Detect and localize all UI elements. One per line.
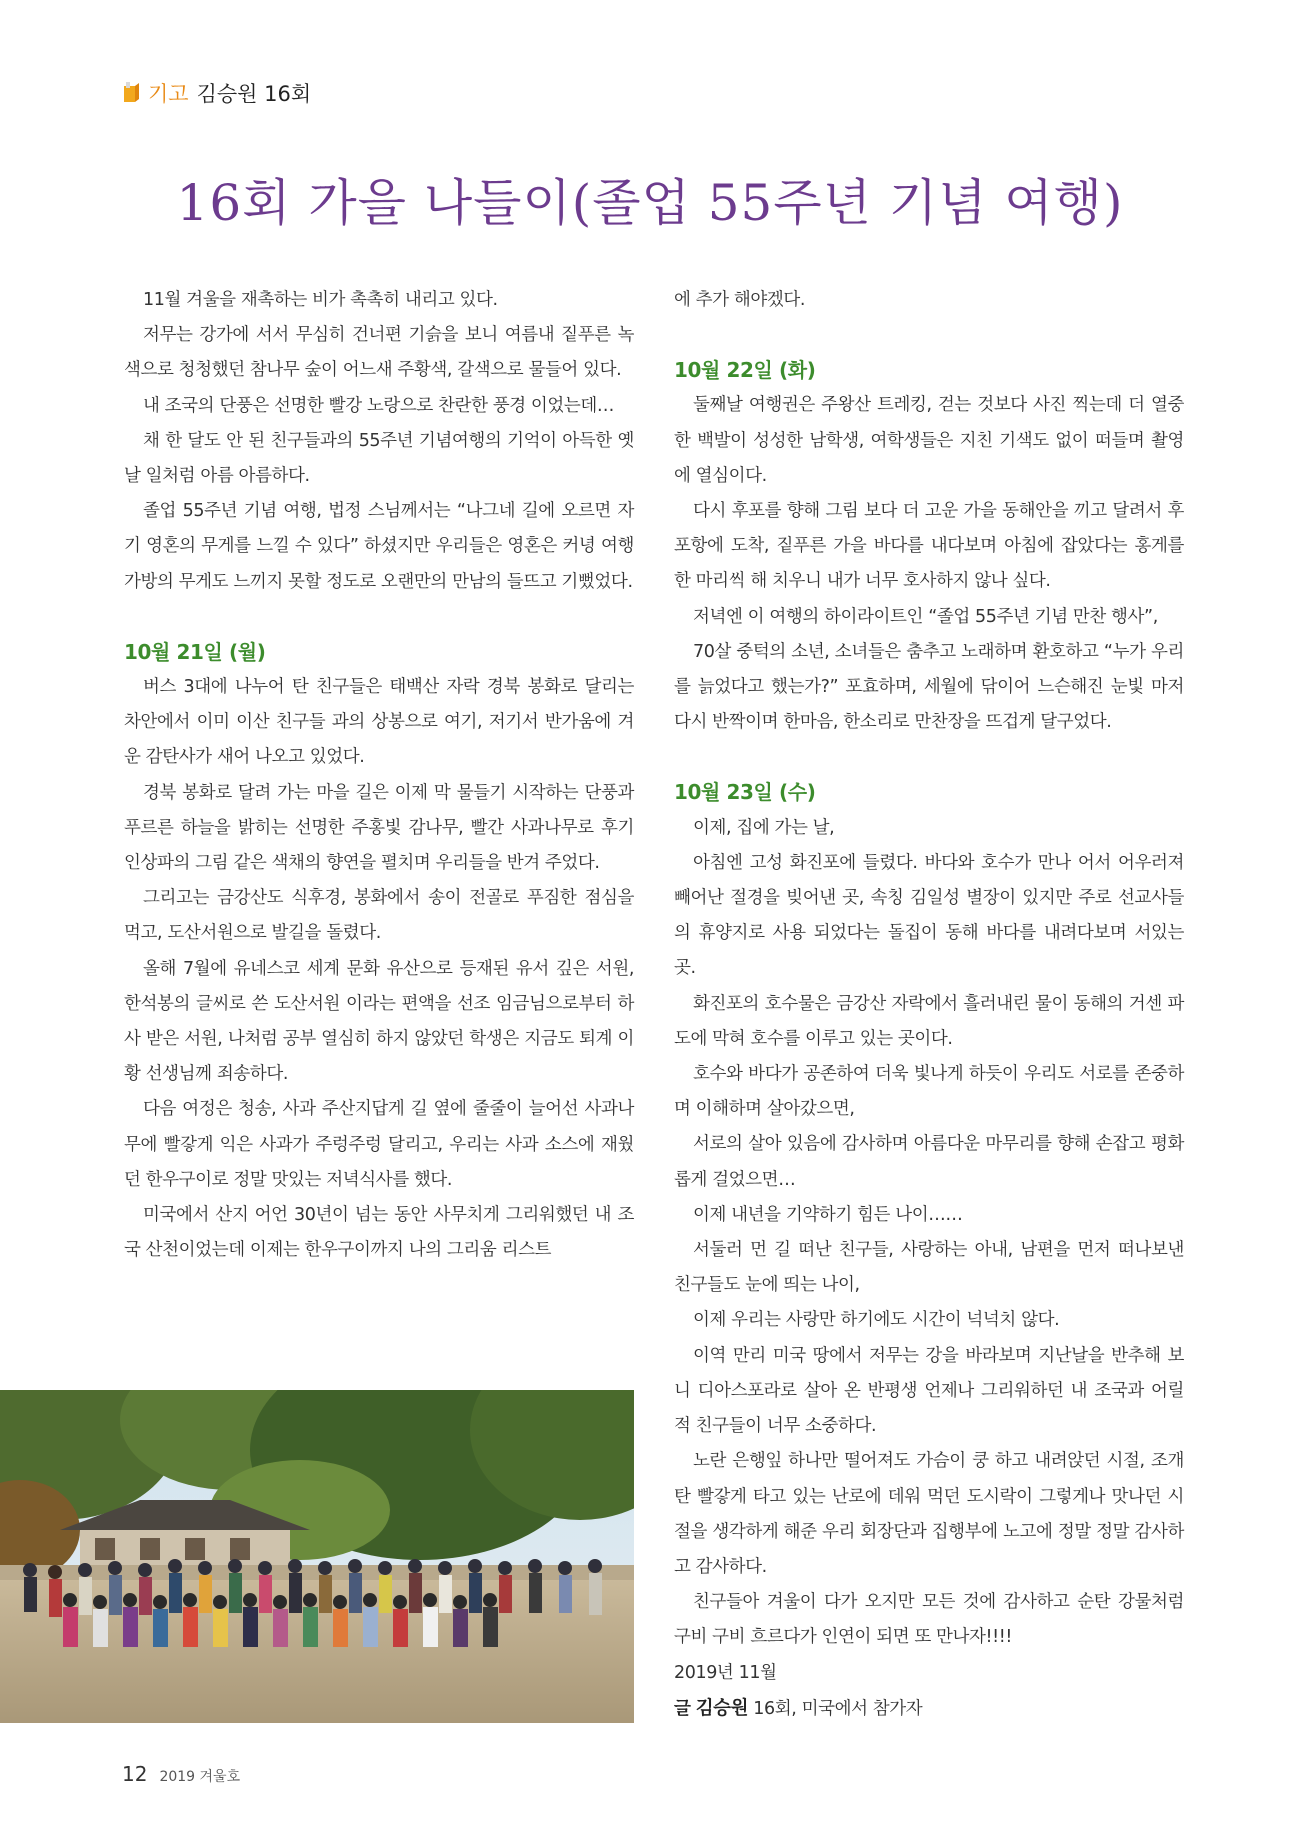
page-number: 12 [122, 1762, 148, 1786]
section-heading: 10월 23일 (수) [674, 780, 816, 805]
paragraph: 저녁엔 이 여행의 하이라이트인 “졸업 55주년 기념 만찬 행사”, [693, 606, 1158, 627]
byline-name: 김승원 [695, 1697, 749, 1719]
byline-prefix: 글 [674, 1698, 691, 1719]
left-column [124, 283, 634, 1268]
paragraph: 이제, 집에 가는 날, [693, 817, 835, 838]
paragraph: 그리고는 금강산도 식후경, 봉화에서 송이 전골로 푸짐한 점심을 먹고, 도산서원으로 발길을 돌렸다. [124, 888, 634, 944]
byline-info: 16회, 미국에서 참가자 [753, 1698, 923, 1719]
paragraph: 이역 만리 미국 땅에서 저무는 강을 바라보며 지난날을 반추해 보니 디아스포라로 살아 온 반평생 언제나 그리워하던 내 조국과 어릴 적 친구들이 너무 소중하다. [674, 1345, 1184, 1437]
paragraph: 70살 중턱의 소년, 소녀들은 춤추고 노래하며 환호하고 “누가 우리를 늙었다고 했는가?” 포효하며, 세월에 닦이어 느슨해진 눈빛 마저 다시 반짝이며 한마음, 한소리로 만찬장을 뜨겁게 달구었다. [674, 641, 1184, 733]
article-date: 2019년 11월 [674, 1662, 777, 1683]
header-author: 김승원 16회 [196, 82, 312, 106]
paragraph: 채 한 달도 안 된 친구들과의 55주년 기념여행의 기억이 아득한 옛날 일처럼 아름 아름하다. [124, 430, 634, 487]
article-title: 16회 가을 나들이(졸업 55주년 기념 여행) [176, 174, 1124, 232]
right-column [674, 283, 1184, 1727]
paragraph: 서둘러 먼 길 떠난 친구들, 사랑하는 아내, 남편을 먼저 떠나보낸 친구들도 눈에 띄는 나이, [674, 1240, 1184, 1296]
issue-label: 2019 겨울호 [159, 1769, 241, 1785]
pencil-icon [122, 82, 140, 104]
paragraph: 둘째날 여행권은 주왕산 트레킹, 걷는 것보다 사진 찍는데 더 열중한 백발이 성성한 남학생, 여학생들은 지친 기색도 없이 떠들며 촬영에 열심이다. [674, 395, 1184, 486]
paragraph: 11월 겨울을 재촉하는 비가 촉촉히 내리고 있다. [143, 290, 498, 310]
paragraph: 미국에서 산지 어언 30년이 넘는 동안 사무치게 그리워했던 내 조국 산천이었는데 이제는 한우구이까지 나의 그리움 리스트 [124, 1205, 634, 1261]
section-heading: 10월 21일 (월) [124, 639, 266, 664]
paragraph: 호수와 바다가 공존하여 더욱 빛나게 하듯이 우리도 서로를 존중하며 이해하며 살아갔으면, [674, 1064, 1184, 1120]
section-heading: 10월 22일 (화) [674, 358, 816, 383]
paragraph: 다시 후포를 향해 그림 보다 더 고운 가을 동해안을 끼고 달려서 후포항에 도착, 짙푸른 가을 바다를 내다보며 아침에 잡았다는 홍게를 한 마리씩 해 치우니 내가 너무 호사하지 않나 싶다. [674, 501, 1184, 592]
group-photo [0, 1390, 634, 1723]
paragraph: 친구들아 겨울이 다가 오지만 모든 것에 감사하고 순탄 강물처럼 구비 구비 흐르다가 인연이 되면 또 만나자!!!! [674, 1592, 1184, 1648]
paragraph: 내 조국의 단풍은 선명한 빨강 노랑으로 찬란한 풍경 이었는데… [143, 395, 615, 416]
author-byline [674, 1691, 1184, 1727]
header-category: 기고 [148, 82, 189, 106]
paragraph: 다음 여정은 청송, 사과 주산지답게 길 옆에 줄줄이 늘어선 사과나무에 빨갛게 익은 사과가 주렁주렁 달리고, 우리는 사과 소스에 재웠던 한우구이로 정말 맛있는 저녁식사를 했다. [124, 1099, 634, 1190]
paragraph: 버스 3대에 나누어 탄 친구들은 태백산 자락 경북 봉화로 달리는 차안에서 이미 이산 친구들 과의 상봉으로 여기, 저기서 반가움에 겨운 감탄사가 새어 나오고 있었다. [124, 677, 634, 768]
paragraph: 에 추가 해야겠다. [674, 290, 806, 310]
group-photo-image [0, 1390, 634, 1723]
paragraph: 노란 은행잎 하나만 떨어져도 가슴이 쿵 하고 내려앉던 시절, 조개탄 빨갛게 타고 있는 난로에 데워 먹던 도시락이 그렇게나 맛나던 시절을 생각하게 해준 우리 회장단과 집행부에 노고에 정말 정말 감사하고 감사하다. [674, 1451, 1184, 1577]
paragraph: 서로의 살아 있음에 감사하며 아름다운 마무리를 향해 손잡고 평화롭게 걸었으면… [674, 1134, 1184, 1190]
paragraph: 경북 봉화로 달려 가는 마을 길은 이제 막 물들기 시작하는 단풍과 푸르른 하늘을 밝히는 선명한 주홍빛 감나무, 빨간 사과나무로 후기 인상파의 그림 같은 색채의 향연을 펼치며 우리들을 반겨 주었다. [124, 782, 634, 874]
page-footer [122, 1762, 240, 1786]
paragraph: 이제 우리는 사랑만 하기에도 시간이 넉넉치 않다. [693, 1310, 1060, 1331]
paragraph: 화진포의 호수물은 금강산 자락에서 흘러내린 물이 동해의 거센 파도에 막혀 호수를 이루고 있는 곳이다. [674, 993, 1184, 1049]
paragraph: 졸업 55주년 기념 여행, 법정 스님께서는 “나그네 길에 오르면 자기 영혼의 무게를 느낄 수 있다” 하셨지만 우리들은 영혼은 커녕 여행 가방의 무게도 느끼지 못할 정도로 오랜만의 만남의 들뜨고 기뻤었다. [124, 501, 634, 592]
paragraph: 이제 내년을 기약하기 힘든 나이…… [693, 1204, 963, 1225]
paragraph: 올해 7월에 유네스코 세계 문화 유산으로 등재된 유서 깊은 서원, 한석봉의 글씨로 쓴 도산서원 이라는 편액을 선조 임금님으로부터 하사 받은 서원, 나처럼 공부 열심히 하지 않았던 학생은 지금도 퇴계 이황 선생님께 죄송하다. [124, 958, 634, 1085]
article-header [122, 78, 311, 108]
paragraph: 아침엔 고성 화진포에 들렸다. 바다와 호수가 만나 어서 어우러져 빼어난 절경을 빚어낸 곳, 속칭 김일성 별장이 있지만 주로 선교사들의 휴양지로 사용 되었다는 돌집이 동해 바다를 내려다보며 서있는 곳. [674, 852, 1184, 979]
paragraph: 저무는 강가에 서서 무심히 건너편 기슭을 보니 여름내 짙푸른 녹색으로 청청했던 참나무 숲이 어느새 주황색, 갈색으로 물들어 있다. [124, 325, 634, 381]
